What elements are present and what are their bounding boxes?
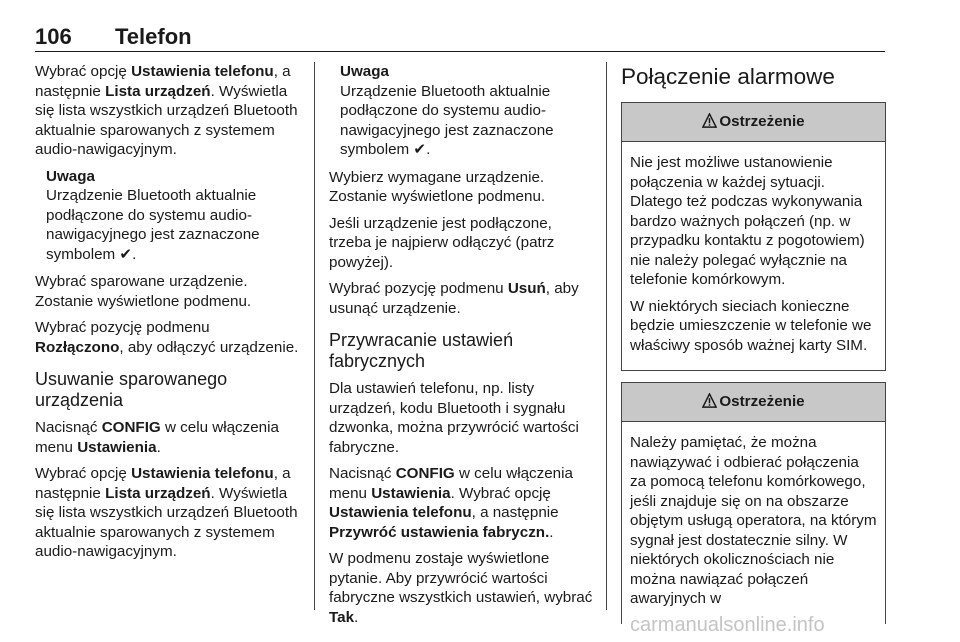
emphasis-term: Tak — [329, 608, 355, 626]
paragraph: Należy pamiętać, że można nawiązywać i odbierać połączenia za pomocą telefonu komórkowego, jeśli znajduje się on na obszarze objętym usługą operatora, na którym sygnał jest dostatecznie silny. W niektórych okolicznościach nie można nawiązać połączeń awaryjnych w — [630, 434, 877, 607]
note — [329, 62, 594, 160]
warning-body — [622, 422, 885, 624]
column-divider — [314, 62, 315, 610]
column-3 — [621, 62, 886, 635]
warning-title — [622, 103, 885, 142]
emphasis-term: Usuń — [507, 280, 546, 297]
section-heading: Przywracanie ustawień fabrycznych — [329, 330, 514, 371]
paragraph: Nacisnąć CONFIG w celu włączenia menu Ustawienia. — [35, 419, 279, 456]
note — [35, 167, 300, 265]
warning-triangle-icon — [702, 105, 717, 143]
note-title: Uwaga — [340, 63, 389, 80]
section-heading: Usuwanie sparowanego urządzenia — [35, 369, 228, 410]
paragraph: Wybierz wymagane urządzenie. Zostanie wyświetlone podmenu. — [329, 168, 546, 205]
emphasis-term: Lista urządzeń — [105, 484, 211, 502]
emphasis-term: Ustawienia — [371, 484, 451, 502]
section-title: Telefon — [115, 24, 192, 49]
warning-body — [622, 142, 885, 370]
paragraph: Wybrać opcję Ustawienia telefonu, a następnie Lista urządzeń. Wyświetla się lista wszystkich urządzeń Bluetooth aktualnie sparowanych z systemem audio-nawigacyjnym. — [35, 63, 298, 158]
paragraph: Wybrać pozycję podmenu Rozłączono, aby odłączyć urządzenie. — [35, 319, 299, 356]
note-text: Urządzenie Bluetooth aktualnie podłączone do systemu audio-nawigacyjnego jest zaznaczone symbolem ✔. — [46, 187, 260, 263]
paragraph: Nie jest możliwe ustanowienie połączenia w każdej sytuacji. Dlatego też podczas wykonywania bardzo ważnych połączeń (np. w przypadku kontaktu z pogotowiem) nie należy polegać wyłącznie na telefonie komórkowym. — [630, 154, 865, 288]
paragraph: Jeśli urządzenie jest podłączone, trzeba je najpierw odłączyć (patrz powyżej). — [329, 214, 555, 271]
note-text: Urządzenie Bluetooth aktualnie podłączone do systemu audio-nawigacyjnego jest zaznaczone symbolem ✔. — [340, 82, 554, 158]
emphasis-term: Ustawienia telefonu — [329, 504, 472, 521]
paragraph: Wybrać sparowane urządzenie. Zostanie wyświetlone podmenu. — [35, 273, 252, 310]
paragraph: Wybrać opcję Ustawienia telefonu, a następnie Lista urządzeń. Wyświetla się lista wszystkich urządzeń Bluetooth aktualnie sparowanych z systemem audio-nawigacyjnym. — [35, 465, 298, 560]
watermark: carmanualsonline.info — [630, 614, 825, 636]
paragraph: W niektórych sieciach konieczne będzie umieszczenie w telefonie we właściwy sposób ważnej karty SIM. — [630, 297, 872, 354]
header-rule — [35, 51, 885, 52]
emphasis-term: Ustawienia telefonu — [131, 465, 274, 482]
column-1 — [35, 62, 300, 569]
column-2 — [329, 62, 594, 634]
warning-box — [621, 102, 886, 371]
emphasis-term: Ustawienia telefonu — [131, 63, 274, 80]
page-header — [35, 24, 885, 50]
warning-box — [621, 382, 886, 624]
emphasis-term: Rozłączono — [35, 338, 120, 356]
emphasis-term: Ustawienia — [77, 438, 157, 456]
emphasis-term: CONFIG — [395, 465, 455, 482]
page-number: 106 — [35, 24, 72, 49]
paragraph: Wybrać pozycję podmenu Usuń, aby usunąć urządzenie. — [329, 280, 579, 317]
emphasis-term: Lista urządzeń — [105, 82, 211, 100]
warning-triangle-icon — [702, 385, 717, 423]
warning-title-text: Ostrzeżenie — [719, 393, 805, 410]
paragraph: Nacisnąć CONFIG w celu włączenia menu Ustawienia. Wybrać opcję Ustawienia telefonu, a następnie Przywróć ustawienia fabryczn.. — [329, 465, 573, 541]
column-divider — [606, 62, 607, 610]
warning-title-text: Ostrzeżenie — [719, 113, 805, 130]
warning-title — [622, 383, 885, 422]
emphasis-term: CONFIG — [101, 419, 161, 436]
paragraph: Dla ustawień telefonu, np. listy urządzeń, kodu Bluetooth i sygnału dzwonka, można przywrócić wartości fabryczne. — [329, 380, 579, 456]
paragraph: W podmenu zostaje wyświetlone pytanie. Aby przywrócić wartości fabryczne wszystkich ustawień, wybrać Tak. — [329, 550, 593, 626]
chapter-heading: Połączenie alarmowe — [621, 64, 835, 89]
emphasis-term: Przywróć ustawienia fabryczn. — [329, 523, 550, 541]
note-title: Uwaga — [46, 167, 95, 185]
